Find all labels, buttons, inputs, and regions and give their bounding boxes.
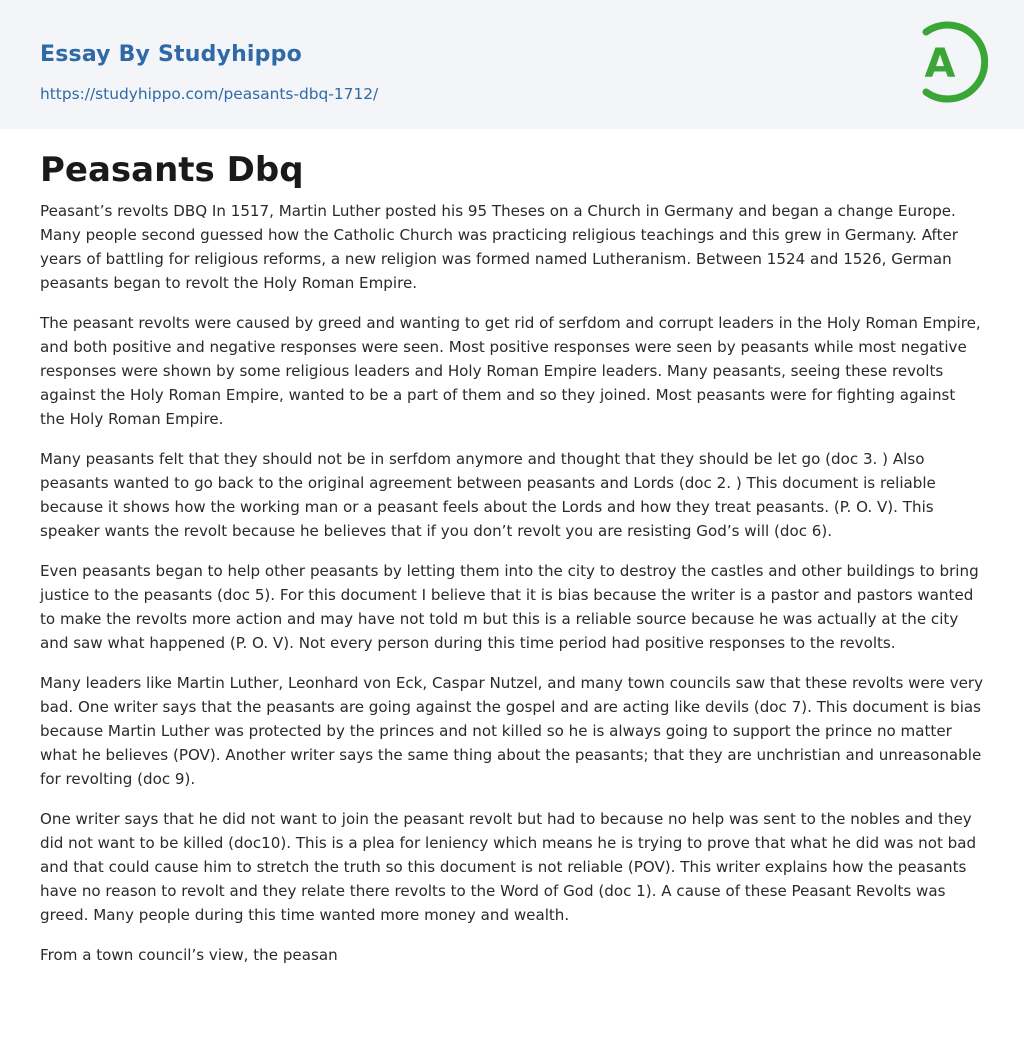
- brand-title[interactable]: Essay By Studyhippo: [40, 42, 302, 67]
- essay-paragraph-4: Even peasants began to help other peasants by letting them into the city to destroy the castles and other buildings to bring justice to the peasants (doc 5). For this document I believe that it is bias because the writer is a pastor and pastors wanted to make the revolts more action and may have not told m but this is a reliable source because he was actually at the city and saw what happened (P. O. V). Not every person during this time period had positive responses to the revolts.: [40, 562, 979, 652]
- site-header: [0, 0, 1024, 129]
- essay-paragraph-3: Many peasants felt that they should not be in serfdom anymore and thought that they should be let go (doc 3. ) Also peasants wanted to go back to the original agreement between peasants and Lords (doc 2. ) This document is reliable because it shows how the working man or a peasant feels about the Lords and how they treat peasants. (P. O. V). This speaker wants the revolt because he believes that if you don’t revolt you are resisting God’s will (doc 6).: [40, 450, 936, 540]
- studyhippo-logo-icon[interactable]: [910, 18, 988, 106]
- page-title: Peasants Dbq: [40, 150, 304, 190]
- essay-paragraph-2: The peasant revolts were caused by greed and wanting to get rid of serfdom and corrupt leaders in the Holy Roman Empire, and both positive and negative responses were seen. Most positive responses were seen by peasants while most negative responses were shown by some religious leaders and Holy Roman Empire leaders. Many peasants, seeing these revolts against the Holy Roman Empire, wanted to be a part of them and so they joined. Most peasants were for fighting against the Holy Roman Empire.: [40, 314, 981, 428]
- logo-letter: A: [924, 41, 956, 87]
- essay-paragraph-6: One writer says that he did not want to join the peasant revolt but had to because no help was sent to the nobles and they did not want to be killed (doc10). This is a plea for leniency which means he is trying to prove that what he did was not bad and that could cause him to stretch the truth so this document is not reliable (POV). This writer explains how the peasants have no reason to revolt and they relate there revolts to the Word of God (doc 1). A cause of these Peasant Revolts was greed. Many people during this time wanted more money and wealth.: [40, 810, 977, 924]
- essay-paragraph-5: Many leaders like Martin Luther, Leonhard von Eck, Caspar Nutzel, and many town councils saw that these revolts were very bad. One writer says that the peasants are going against the gospel and are acting like devils (doc 7). This document is bias because Martin Luther was protected by the princes and not killed so he is always going to support the prince no matter what he believes (POV). Another writer says the same thing about the peasants; that they are unchristian and unreasonable for revolting (doc 9).: [40, 674, 984, 788]
- essay-paragraph-7: From a town council’s view, the peasan: [40, 946, 338, 964]
- essay-paragraph-1: Peasant’s revolts DBQ In 1517, Martin Luther posted his 95 Theses on a Church in Germany and began a change Europe. Many people second guessed how the Catholic Church was practicing religious teachings and this grew in Germany. After years of battling for religious reforms, a new religion was formed named Lutheranism. Between 1524 and 1526, German peasants began to revolt the Holy Roman Empire.: [40, 202, 958, 292]
- essay-content: [0, 129, 1024, 967]
- source-url-link[interactable]: https://studyhippo.com/peasants-dbq-1712/: [40, 85, 379, 103]
